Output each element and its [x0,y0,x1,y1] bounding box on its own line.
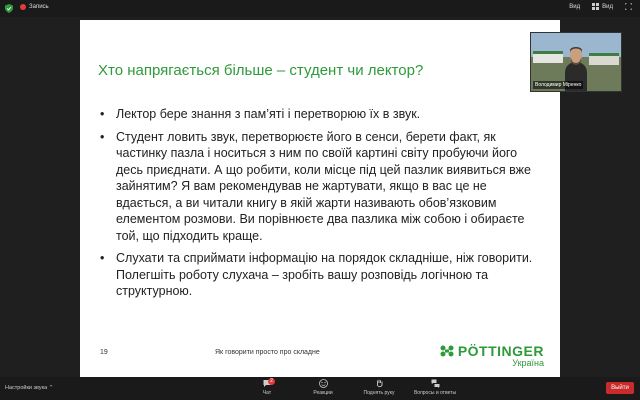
shared-slide [80,20,560,378]
bullet-item: • Лектор бере знання з пам’яті і перетворюю їх в звук. [98,106,538,123]
participant-video[interactable] [530,32,622,92]
bullet-list [98,106,538,306]
hand-icon [375,379,384,388]
chevron-up-icon: ⌃ [48,385,54,391]
top-bar [0,0,640,17]
chat-badge: 2 [268,378,275,385]
logo-text: PÖTTINGER [457,343,544,359]
slide-title: Хто напрягається більше – студент чи лектор? [98,62,424,79]
participant-name: Володимир Міренко [535,82,582,88]
fullscreen-icon[interactable] [625,3,632,10]
leave-button[interactable]: Выйти [606,382,634,394]
grid-icon [592,3,599,10]
qa-label: Вопросы и ответы [413,390,457,396]
shield-icon[interactable] [5,4,13,13]
sound-settings-button[interactable] [5,385,53,391]
recording-indicator[interactable] [20,4,49,10]
pottinger-logo [440,343,544,368]
qa-icon [431,379,440,388]
raise-hand-label: Поднять руку [363,390,395,396]
record-dot-icon [20,4,26,10]
reactions-button[interactable] [306,379,340,396]
bullet-item: • Слухати та сприймати інформацію на порядок складніше, ніж говорити. Полегшіть роботу слухача – зробіть вашу розповідь логічною та структурною. [98,250,538,300]
chat-label: Чат [262,390,272,396]
grid-view-button[interactable] [592,3,613,10]
view-label-2: Вид [602,3,613,10]
slide-page-number: 19 [100,349,108,356]
smile-icon [319,379,328,388]
logo-subtitle: Україна [512,358,544,368]
chat-button[interactable] [250,379,284,396]
bullet-item: • Студент ловить звук, перетворюєте його в сенси, берети факт, як частинку пазла і носиться з ним по своїй картині світу пробуючи його десь приєднати. А що робити, коли місце під цей пазлик виявиться вже зайнятим? Я вам рекомендував не жартувати, якщо в вас це не вдається, а ви читали книгу в якій жарти називають обов’язковим елементом розмови. Ви порівнюєте два пазлика між собою і обираєте той, що підходить краще. [98,129,538,245]
view-controls [569,3,632,10]
reactions-label: Реакции [313,390,333,396]
view-button[interactable]: Вид [569,3,581,10]
recording-label: Запись [29,4,49,10]
meeting-toolbar [0,377,640,400]
qa-button[interactable] [413,379,457,396]
raise-hand-button[interactable] [362,379,396,396]
slide-footer-text: Як говорити просто про складне [215,349,320,356]
sound-settings-label: Настройки звука [5,385,48,391]
logo-mark-icon [440,345,454,357]
